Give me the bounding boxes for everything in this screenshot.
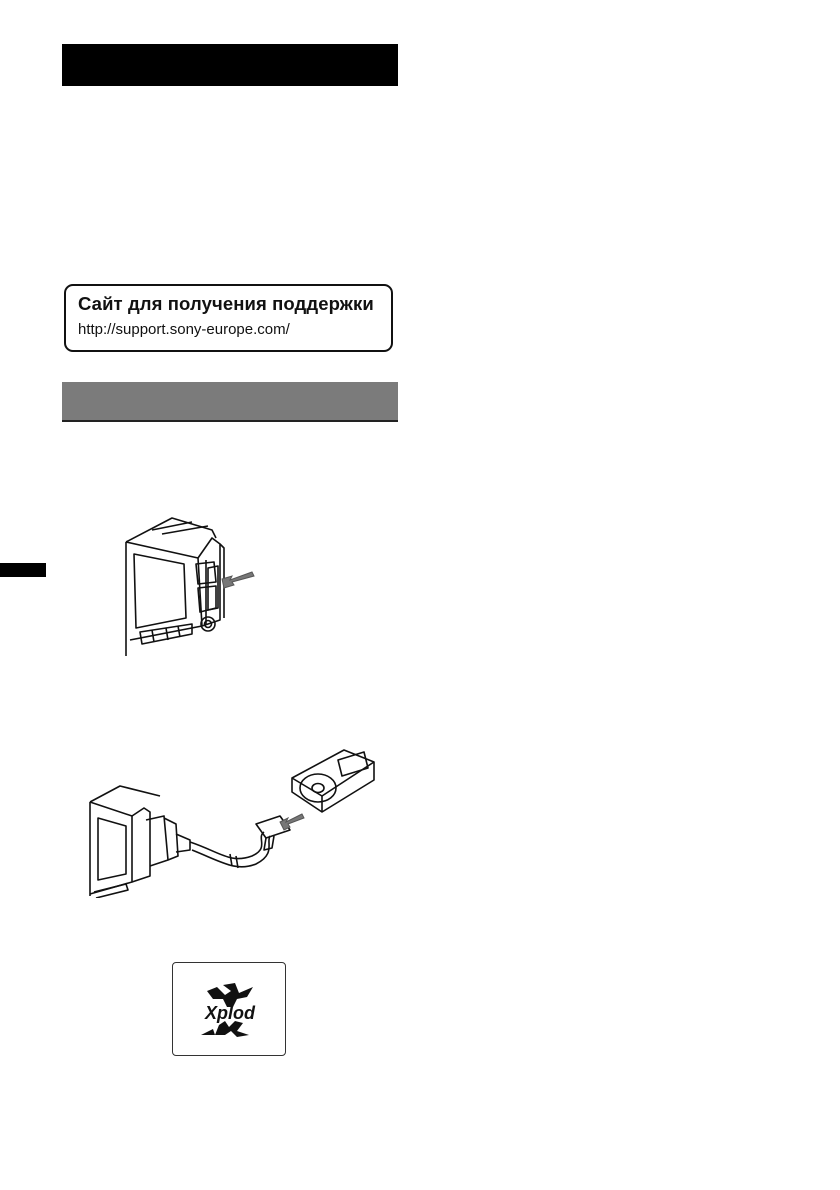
xplod-logo-text: Xplod: [205, 1003, 255, 1023]
language-side-tab: [0, 563, 46, 577]
car-stereo-usb-insert-illustration: [112, 508, 292, 660]
subsection-header-bar: [62, 382, 398, 422]
section-header-bar: [62, 44, 398, 86]
ipod-connection-illustration: [80, 738, 380, 898]
support-site-url[interactable]: http://support.sony-europe.com/: [78, 321, 290, 338]
support-site-box: [64, 284, 393, 352]
support-site-title: Сайт для получения поддержки: [78, 293, 374, 314]
xplod-logo-box: [172, 962, 286, 1056]
xplod-logo: [173, 963, 287, 1057]
